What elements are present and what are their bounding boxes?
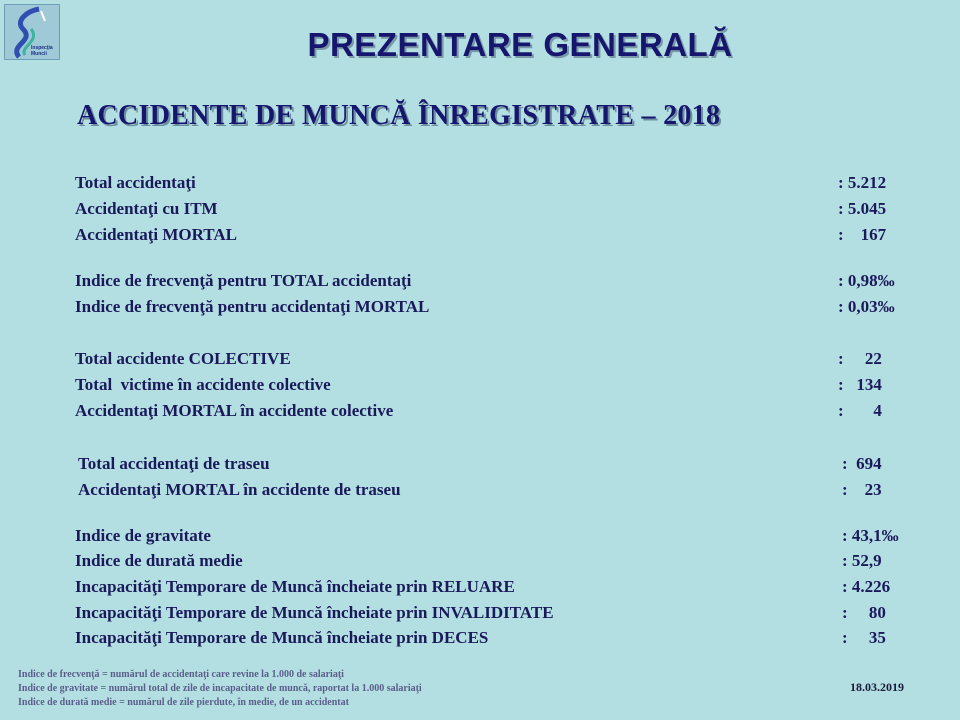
row-value: : 0,03‰	[838, 297, 895, 316]
row-value: : 43,1‰	[842, 526, 899, 545]
row-value: : 23	[842, 480, 882, 499]
footnote-duration: Indice de durată medie = numărul de zile pierdute, în medie, de un accidentat	[18, 697, 349, 708]
row-value: : 52,9	[842, 551, 882, 570]
row-value: : 5.212	[838, 173, 887, 192]
row-label: Total accidentaţi de traseu	[78, 454, 270, 473]
row-value: : 134	[838, 375, 882, 394]
row-label: Indice de frecvenţă pentru TOTAL accidentaţi	[75, 271, 412, 290]
row-value: : 167	[838, 225, 887, 244]
footnote-gravity: Indice de gravitate = numărul total de zile de incapacitate de muncă, raportat la 1.000 salariaţi	[18, 683, 422, 694]
row-label: Indice de frecvenţă pentru accidentaţi MORTAL	[75, 297, 430, 316]
row-label: Total accidente COLECTIVE	[75, 349, 291, 368]
footnote-frequency: Indice de frecvenţă = numărul de accidentaţi care revine la 1.000 de salariaţi	[18, 669, 344, 680]
row-value: : 4	[838, 401, 882, 420]
row-label: Total accidentaţi	[75, 173, 196, 192]
row-value: : 0,98‰	[838, 271, 895, 290]
row-label: Accidentaţi MORTAL	[75, 225, 237, 244]
row-label: Indice de gravitate	[75, 526, 211, 545]
row-value: : 694	[842, 454, 882, 473]
row-value: : 5.045	[838, 199, 887, 218]
row-label: Incapacităţi Temporare de Muncă încheiate prin INVALIDITATE	[75, 603, 554, 622]
row-label: Accidentaţi MORTAL în accidente colective	[75, 401, 394, 420]
row-label: Total victime în accidente colective	[75, 375, 331, 394]
row-label: Indice de durată medie	[75, 551, 243, 570]
date-label: 18.03.2019	[850, 680, 904, 694]
row-value: : 80	[842, 603, 886, 622]
row-value: : 35	[842, 628, 886, 647]
row-value: : 4.226	[842, 577, 891, 596]
page-title: PREZENTARE GENERALĂ	[307, 26, 733, 63]
row-label: Accidentaţi cu ITM	[75, 199, 218, 218]
logo-text-line2: Muncii	[31, 51, 47, 57]
page-subtitle: ACCIDENTE DE MUNCĂ ÎNREGISTRATE – 2018	[77, 100, 721, 131]
row-value: : 22	[838, 349, 882, 368]
row-label: Accidentaţi MORTAL în accidente de traseu	[78, 480, 401, 499]
row-label: Incapacităţi Temporare de Muncă încheiate prin DECES	[75, 628, 489, 647]
row-label: Incapacităţi Temporare de Muncă încheiate prin RELUARE	[75, 577, 515, 596]
logo-text-line1: Inspecţia	[31, 45, 53, 51]
